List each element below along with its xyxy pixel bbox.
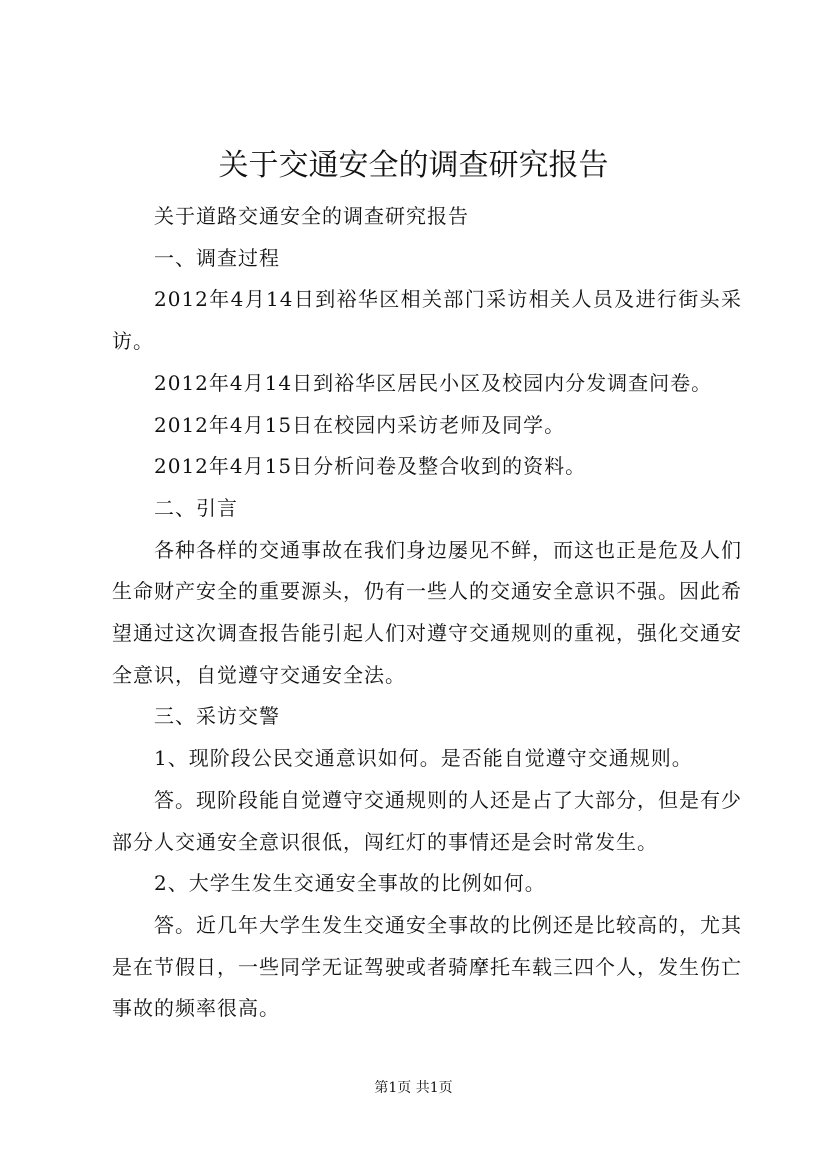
document-body xyxy=(112,196,742,1030)
interview-answer-2: 答。近几年大学生发生交通安全事故的比例还是比较高的，尤其是在节假日，一些同学无证驾驶或者骑摩托车载三四个人，发生伤亡事故的频率很高。 xyxy=(112,912,742,1021)
introduction-paragraph: 各种各样的交通事故在我们身边屡见不鲜，而这也正是危及人们生命财产安全的重要源头，仍有一些人的交通安全意识不强。因此希望通过这次调查报告能引起人们对遵守交通规则的重视，强化交通安全意识，自觉遵守交通安全法。 xyxy=(112,537,742,687)
document-title: 关于交通安全的调查研究报告 xyxy=(218,148,609,183)
section-heading-introduction: 二、引言 xyxy=(154,495,238,520)
interview-answer-1: 答。现阶段能自觉遵守交通规则的人还是占了大部分，但是有少部分人交通安全意识很低，闯红灯的事情还是会时常发生。 xyxy=(112,787,742,854)
page-number-footer: 第1页 共1页 xyxy=(374,1080,453,1096)
section-heading-investigation: 一、调查过程 xyxy=(154,245,280,270)
subtitle-paragraph: 关于道路交通安全的调查研究报告 xyxy=(154,204,469,228)
investigation-item-3: 2012年4月15日在校园内采访老师及同学。 xyxy=(154,412,566,437)
investigation-item-1: 2012年4月14日到裕华区相关部门采访相关人员及进行街头采访。 xyxy=(112,287,742,354)
interview-question-1: 1、现阶段公民交通意识如何。是否能自觉遵守交通规则。 xyxy=(154,746,693,771)
investigation-item-4: 2012年4月15日分析问卷及整合收到的资料。 xyxy=(154,454,587,479)
section-heading-interview: 三、采访交警 xyxy=(154,704,280,729)
investigation-item-2: 2012年4月14日到裕华区居民小区及校园内分发调查问卷。 xyxy=(154,370,713,395)
interview-question-2: 2、大学生发生交通安全事故的比例如何。 xyxy=(154,871,546,896)
